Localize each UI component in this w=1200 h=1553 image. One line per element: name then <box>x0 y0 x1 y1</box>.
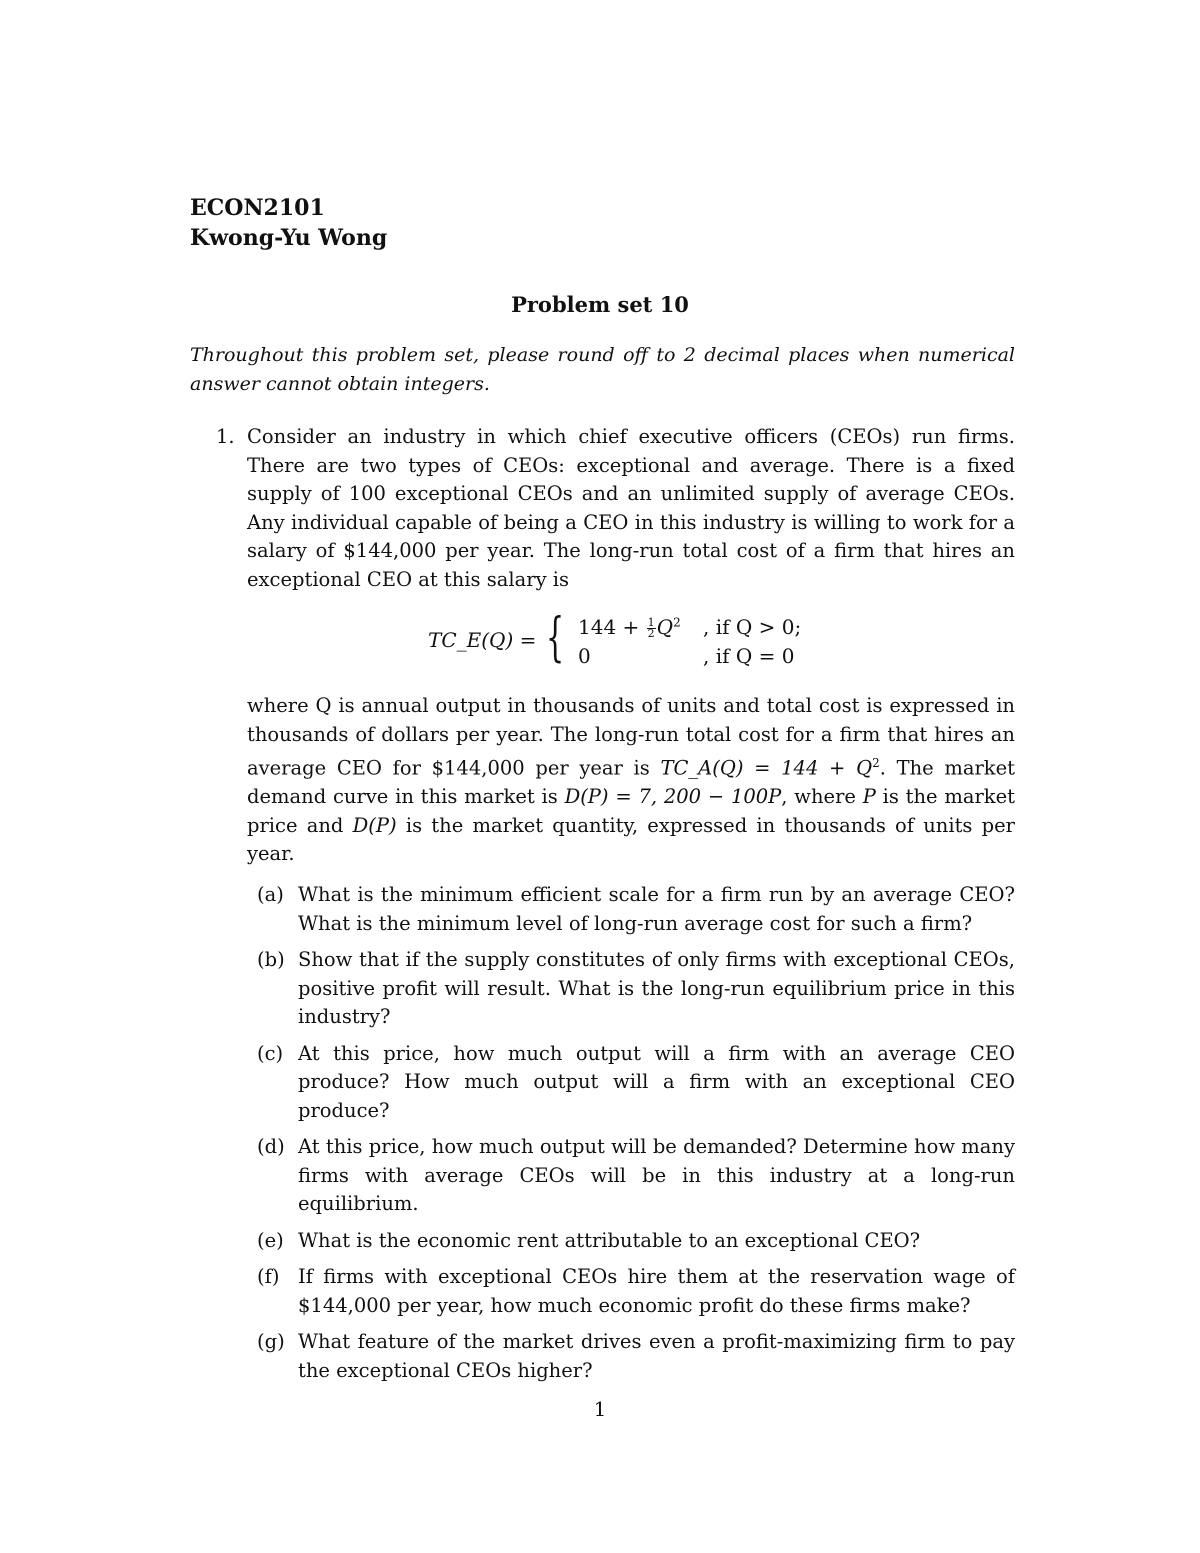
document-header <box>190 193 387 253</box>
part-text: At this price, how much output will be demanded? Determine how many firms with average CEOs will be in this industry at a long-run equilibrium. <box>298 1135 1015 1215</box>
part-text: What feature of the market drives even a profit-maximizing firm to pay the exceptional CEOs higher? <box>298 1330 1015 1382</box>
part-text: What is the economic rent attributable to an exceptional CEO? <box>298 1228 921 1252</box>
list-item <box>257 1328 1015 1385</box>
description-part-4: is the market price and <box>247 785 1016 837</box>
formula-brace: { <box>546 608 565 668</box>
list-item <box>257 881 1015 938</box>
problem-number: 1. <box>216 425 235 448</box>
list-item <box>257 1040 1015 1126</box>
description-part-1: where Q is annual output in thousands of units and total cost is expressed in thousands of dollars per year. The long-run total cost for a firm that hires an average CEO for $144,000 per year is <box>247 694 1015 780</box>
average-cost-exponent: 2 <box>872 756 880 770</box>
description-part-5: is the market quantity, expressed in thousands of units per year. <box>247 813 1015 865</box>
part-text: At this price, how much output will a firm with an average CEO produce? How much output will a firm with an exceptional CEO produce? <box>298 1041 1015 1122</box>
part-label: (d) <box>257 1135 285 1158</box>
part-label: (a) <box>257 883 284 906</box>
price-symbol: P <box>862 785 876 808</box>
formula-condition-zero: , if Q = 0 <box>703 644 795 668</box>
part-label: (f) <box>257 1265 280 1288</box>
fraction-denominator: 2 <box>647 627 655 640</box>
formula-condition-positive: , if Q > 0; <box>703 615 802 639</box>
formula-fraction <box>647 618 656 639</box>
quantity-symbol: D(P) <box>352 813 397 837</box>
formula-case1-exponent: 2 <box>673 615 681 630</box>
cost-formula <box>428 608 848 674</box>
problem-description <box>247 692 1015 869</box>
list-item <box>257 1133 1015 1219</box>
formula-case1-constant: 144 + <box>578 615 646 639</box>
part-text: Show that if the supply constitutes of only firms with exceptional CEOs, positive profit will result. What is the long-run equilibrium price in this industry? <box>298 948 1015 1028</box>
formula-lhs: TC_E(Q) = <box>428 628 537 652</box>
list-item <box>257 1227 1015 1256</box>
formula-case1-variable: Q <box>656 615 674 639</box>
part-label: (c) <box>257 1041 284 1065</box>
part-label: (g) <box>257 1330 285 1353</box>
formula-case-zero: 0 <box>578 644 591 668</box>
part-label: (b) <box>257 948 285 971</box>
part-text: If firms with exceptional CEOs hire them at the reservation wage of $144,000 per year, how much economic profit do these firms make? <box>298 1265 1015 1317</box>
description-part-3: , where <box>781 785 863 808</box>
problem-intro: Consider an industry in which chief executive officers (CEOs) run firms. There are two types of CEOs: exceptional and average. There is a fixed supply of 100 exceptional CEOs and an unlimited supply of average CEOs. Any individual capable of being a CEO in this industry is willing to work for a salary of $144,000 per year. The long-run total cost of a firm that hires an exceptional CEO at this salary is <box>247 425 1015 591</box>
demand-formula: D(P) = 7, 200 − 100P <box>564 785 782 808</box>
list-item <box>257 1263 1015 1320</box>
instruction-text: Throughout this problem set, please round off to 2 decimal places when numerical answer cannot obtain integers. <box>190 344 1015 395</box>
fraction-numerator: 1 <box>647 616 655 629</box>
author-name: Kwong-Yu Wong <box>190 225 388 251</box>
average-cost-formula: TC_A(Q) = 144 + Q <box>660 756 873 780</box>
page-number: 1 <box>593 1397 607 1421</box>
part-text: What is the minimum efficient scale for a firm run by an average CEO? What is the minimum level of long-run average cost for such a firm? <box>298 883 1015 935</box>
formula-case-positive <box>578 615 681 639</box>
part-label: (e) <box>257 1228 284 1252</box>
list-item <box>257 946 1015 1032</box>
page-title: Problem set 10 <box>511 292 689 317</box>
course-code: ECON2101 <box>190 195 325 221</box>
description-part-2: . The market demand curve in this market is <box>247 756 1015 808</box>
problem-parts-list <box>257 881 1015 1393</box>
